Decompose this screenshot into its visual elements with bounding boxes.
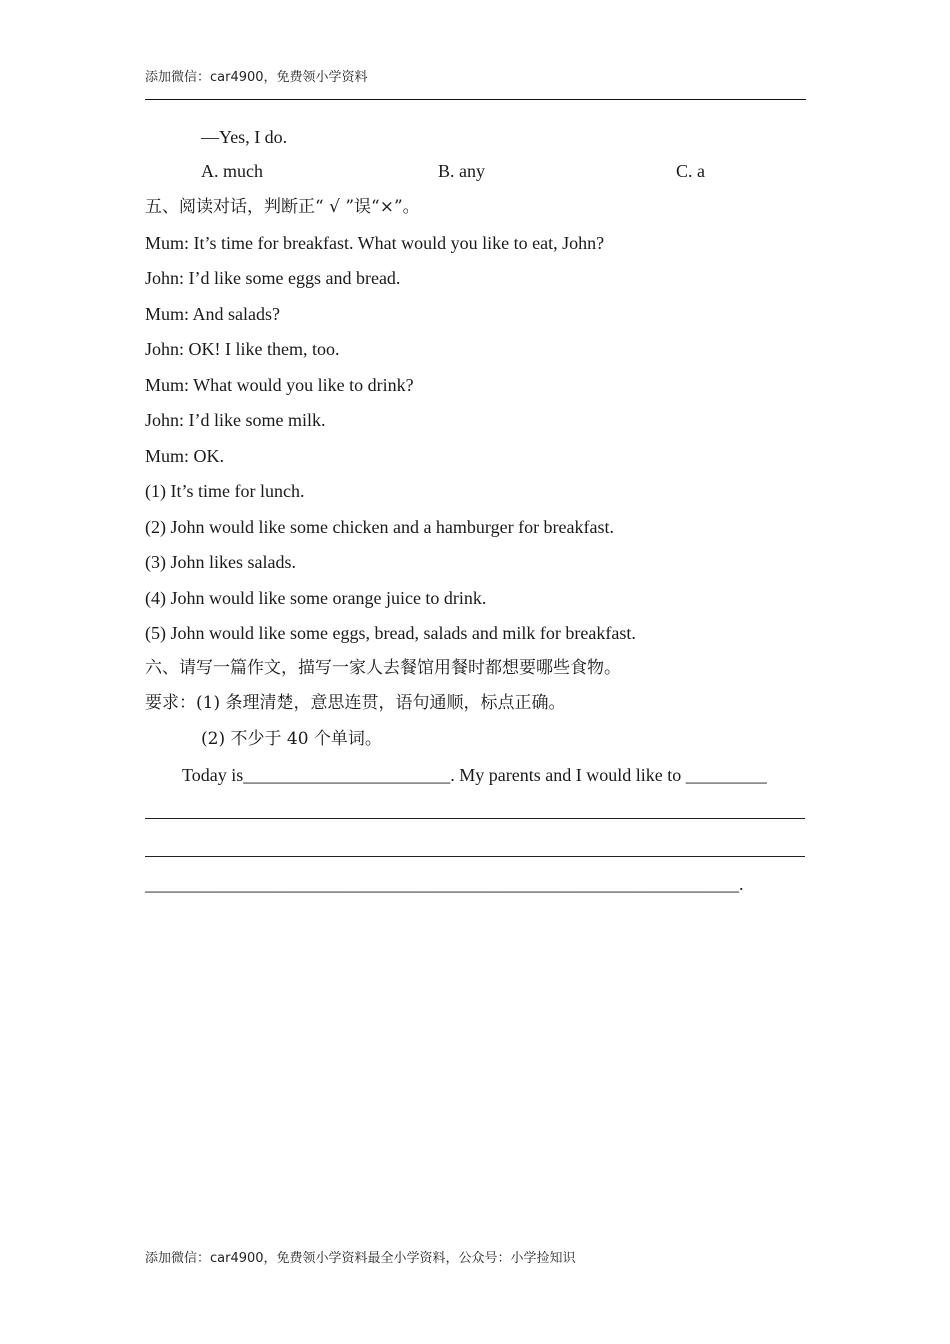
dialogue-line: Mum: And salads? bbox=[145, 304, 280, 324]
header-divider bbox=[145, 99, 806, 100]
page-footer: 添加微信：car4900，免费领小学资料最全小学资料，公众号：小学捡知识 bbox=[145, 1251, 576, 1266]
dialogue-line: John: I’d like some milk. bbox=[145, 410, 326, 430]
writing-line[interactable] bbox=[145, 856, 805, 857]
essay-starter: Today is_______________________. My parents and I would like to _________ bbox=[182, 765, 767, 785]
answer-line: —Yes, I do. bbox=[201, 127, 288, 147]
page-header: 添加微信：car4900，免费领小学资料 bbox=[145, 70, 368, 85]
statement-1: (1) It’s time for lunch. bbox=[145, 481, 305, 501]
statement-3: (3) John likes salads. bbox=[145, 552, 296, 572]
dialogue-line: Mum: OK. bbox=[145, 446, 225, 466]
requirement-2: (2) 不少于 40 个单词。 bbox=[201, 729, 382, 749]
writing-line-last[interactable]: __________________________________________________________________. bbox=[145, 874, 744, 894]
statement-4: (4) John would like some orange juice to drink. bbox=[145, 588, 487, 608]
option-a: A. much bbox=[201, 161, 263, 181]
option-b: B. any bbox=[438, 161, 485, 181]
dialogue-line: John: OK! I like them, too. bbox=[145, 339, 340, 359]
dialogue-line: John: I’d like some eggs and bread. bbox=[145, 268, 401, 288]
statement-2: (2) John would like some chicken and a hamburger for breakfast. bbox=[145, 517, 615, 537]
dialogue-line: Mum: What would you like to drink? bbox=[145, 375, 414, 395]
section5-title: 五、阅读对话，判断正“ √ ”误“×”。 bbox=[145, 197, 420, 217]
dialogue-line: Mum: It’s time for breakfast. What would you like to eat, John? bbox=[145, 233, 605, 253]
option-c: C. a bbox=[676, 161, 705, 181]
section6-title: 六、请写一篇作文，描写一家人去餐馆用餐时都想要哪些食物。 bbox=[145, 658, 621, 678]
writing-line[interactable] bbox=[145, 818, 805, 819]
requirement-1: 要求：(1) 条理清楚，意思连贯，语句通顺，标点正确。 bbox=[145, 693, 566, 713]
statement-5: (5) John would like some eggs, bread, salads and milk for breakfast. bbox=[145, 623, 636, 643]
